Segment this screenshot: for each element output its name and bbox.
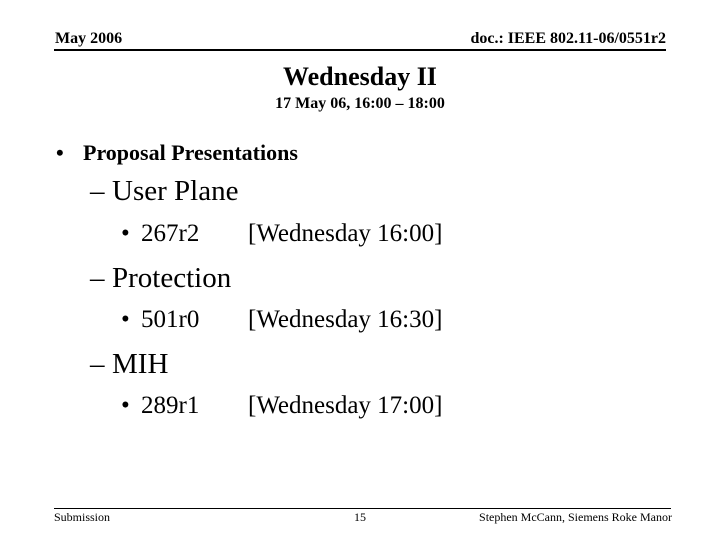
bullet-label: Proposal Presentations bbox=[83, 140, 298, 165]
footer-submission: Submission bbox=[54, 510, 111, 524]
footer-page-number: 15 bbox=[354, 510, 366, 524]
section-heading-label: Protection bbox=[112, 262, 232, 294]
bullet-glyph: • bbox=[56, 140, 64, 165]
item-doc-number bbox=[121, 306, 199, 334]
footer-author: Stephen McCann, Siemens Roke Manor bbox=[479, 510, 672, 524]
bullet-glyph: • bbox=[121, 392, 130, 419]
item-doc-number bbox=[121, 220, 199, 248]
section-heading-mih bbox=[90, 348, 168, 381]
bullet-proposal-presentations bbox=[56, 140, 298, 166]
item-doc-number-label: 501r0 bbox=[141, 306, 200, 333]
dash-glyph: – bbox=[90, 175, 105, 207]
slide-subtitle: 17 May 06, 16:00 – 18:00 bbox=[275, 95, 445, 112]
bullet-glyph: • bbox=[121, 220, 130, 247]
section-heading-label: User Plane bbox=[112, 175, 239, 207]
item-schedule: [Wednesday 16:00] bbox=[248, 220, 443, 247]
item-doc-number bbox=[121, 392, 199, 420]
footer-divider bbox=[54, 508, 671, 509]
bullet-glyph: • bbox=[121, 306, 130, 333]
item-schedule: [Wednesday 16:30] bbox=[248, 306, 443, 333]
dash-glyph: – bbox=[90, 348, 105, 380]
section-heading-protection bbox=[90, 262, 231, 295]
dash-glyph: – bbox=[90, 262, 105, 294]
header-date: May 2006 bbox=[55, 30, 123, 47]
item-doc-number-label: 267r2 bbox=[141, 220, 200, 247]
header-doc-id: doc.: IEEE 802.11-06/0551r2 bbox=[470, 30, 666, 47]
section-heading-label: MIH bbox=[112, 348, 169, 380]
slide-title: Wednesday II bbox=[283, 62, 437, 91]
item-schedule: [Wednesday 17:00] bbox=[248, 392, 443, 419]
header-divider bbox=[54, 49, 666, 51]
item-doc-number-label: 289r1 bbox=[141, 392, 200, 419]
section-heading-user-plane bbox=[90, 175, 238, 208]
